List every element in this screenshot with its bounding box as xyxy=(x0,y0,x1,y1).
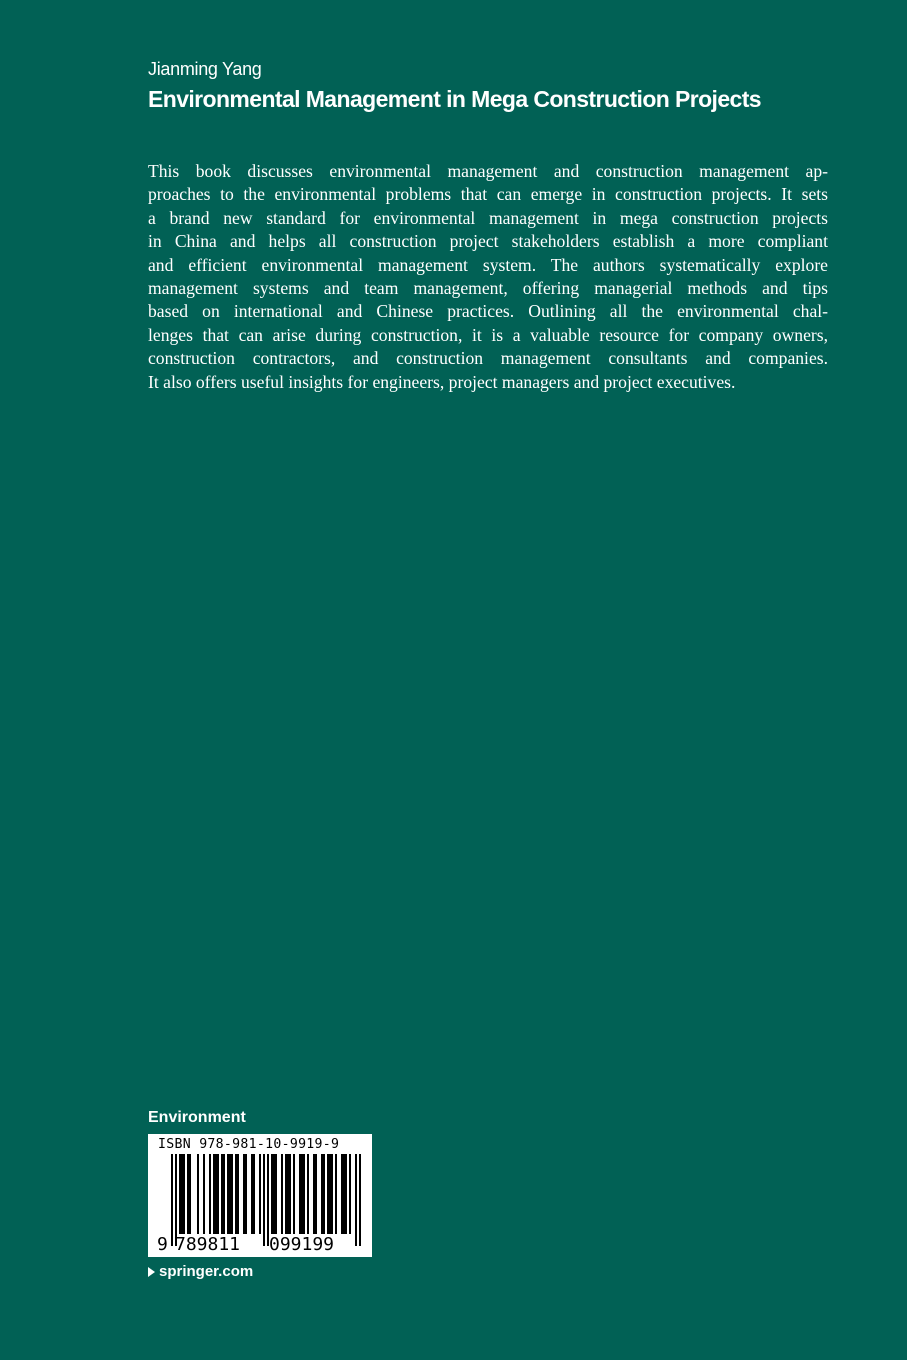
barcode-bar xyxy=(335,1154,337,1234)
barcode-bar xyxy=(345,1154,347,1234)
ean-first-digit: 9 xyxy=(157,1234,168,1255)
barcode-bar xyxy=(197,1154,199,1234)
barcode-bar xyxy=(215,1154,217,1234)
subject-category: Environment xyxy=(148,1109,246,1126)
publisher-link[interactable] xyxy=(148,1262,253,1282)
description-line: proaches to the environmental problems that can emerge in construction projects. It sets xyxy=(148,184,828,205)
barcode-bar xyxy=(203,1154,205,1234)
barcode-bar xyxy=(175,1154,177,1246)
barcode-bar xyxy=(253,1154,255,1234)
barcode-bar xyxy=(327,1154,329,1234)
description-line: based on international and Chinese practices. Outlining all the environmental chal- xyxy=(148,301,828,322)
barcode-bar xyxy=(181,1154,183,1234)
barcode-bar xyxy=(263,1154,265,1246)
barcode-bar xyxy=(315,1154,317,1234)
barcode-bar xyxy=(331,1154,333,1234)
description-line: It also offers useful insights for engineers, project managers and project executives. xyxy=(148,371,736,392)
barcode-bar xyxy=(189,1154,191,1234)
description-line: and efficient environmental management system. The authors systematically explore xyxy=(148,254,828,275)
barcode-bar xyxy=(273,1154,275,1234)
barcode-bar xyxy=(321,1154,323,1234)
barcode-bar xyxy=(359,1154,361,1246)
barcode-bar xyxy=(349,1154,351,1234)
barcode-bar xyxy=(179,1154,181,1234)
isbn-text: ISBN 978-981-10-9919-9 xyxy=(158,1137,340,1152)
description-line: in China and helps all construction project stakeholders establish a more compliant xyxy=(148,231,828,252)
book-title: Environmental Management in Mega Construction Projects xyxy=(148,86,761,112)
barcode-bar xyxy=(245,1154,247,1234)
ean-left-digits: 789811 xyxy=(175,1234,241,1255)
barcode-bar xyxy=(301,1154,303,1234)
description-line: lenges that can arise during construction, it is a valuable resource for company owners, xyxy=(148,324,828,345)
barcode-bar xyxy=(299,1154,301,1234)
barcode-bar xyxy=(355,1154,357,1246)
barcode-bar xyxy=(343,1154,345,1234)
barcode-bar xyxy=(235,1154,237,1234)
barcode-bar xyxy=(285,1154,287,1234)
barcode-bar xyxy=(271,1154,273,1234)
barcode-bar xyxy=(267,1154,269,1246)
barcode-bar xyxy=(293,1154,295,1234)
barcode-bar-group xyxy=(171,1154,361,1246)
book-description xyxy=(148,160,828,394)
barcode-bar xyxy=(217,1154,219,1234)
ean-right-digits: 099199 xyxy=(269,1234,335,1255)
isbn-barcode xyxy=(148,1134,372,1257)
description-line: construction contractors, and construction management consultants and companies. xyxy=(148,348,828,369)
barcode-bar xyxy=(223,1154,225,1234)
barcode-bar xyxy=(231,1154,233,1234)
barcode-bar xyxy=(329,1154,331,1234)
author-name: Jianming Yang xyxy=(148,59,262,79)
barcode-bar xyxy=(289,1154,291,1234)
description-line: a brand new standard for environmental management in mega construction projects xyxy=(148,207,828,228)
description-line: management systems and team management, offering managerial methods and tips xyxy=(148,278,828,299)
barcode-bar xyxy=(281,1154,283,1234)
barcode-bar xyxy=(313,1154,315,1234)
barcode-bar xyxy=(341,1154,343,1234)
barcode-bar xyxy=(287,1154,289,1234)
barcode-bar xyxy=(187,1154,189,1234)
barcode-bar xyxy=(227,1154,229,1234)
barcode-bar xyxy=(237,1154,239,1234)
barcode-bar xyxy=(303,1154,305,1234)
barcode-bar xyxy=(229,1154,231,1234)
barcode-bar xyxy=(221,1154,223,1234)
arrow-right-icon xyxy=(148,1267,155,1277)
barcode-bar xyxy=(243,1154,245,1234)
barcode-bar xyxy=(251,1154,253,1234)
description-line: This book discusses environmental management and construction management ap- xyxy=(148,161,828,181)
barcode-bar xyxy=(275,1154,277,1234)
barcode-bar xyxy=(259,1154,261,1234)
barcode-bar xyxy=(171,1154,173,1246)
barcode-bar xyxy=(183,1154,185,1234)
publisher-url: springer.com xyxy=(159,1263,254,1280)
barcode-bar xyxy=(307,1154,309,1234)
barcode-bar xyxy=(323,1154,325,1234)
barcode-bar xyxy=(209,1154,211,1234)
barcode-bar xyxy=(213,1154,215,1234)
